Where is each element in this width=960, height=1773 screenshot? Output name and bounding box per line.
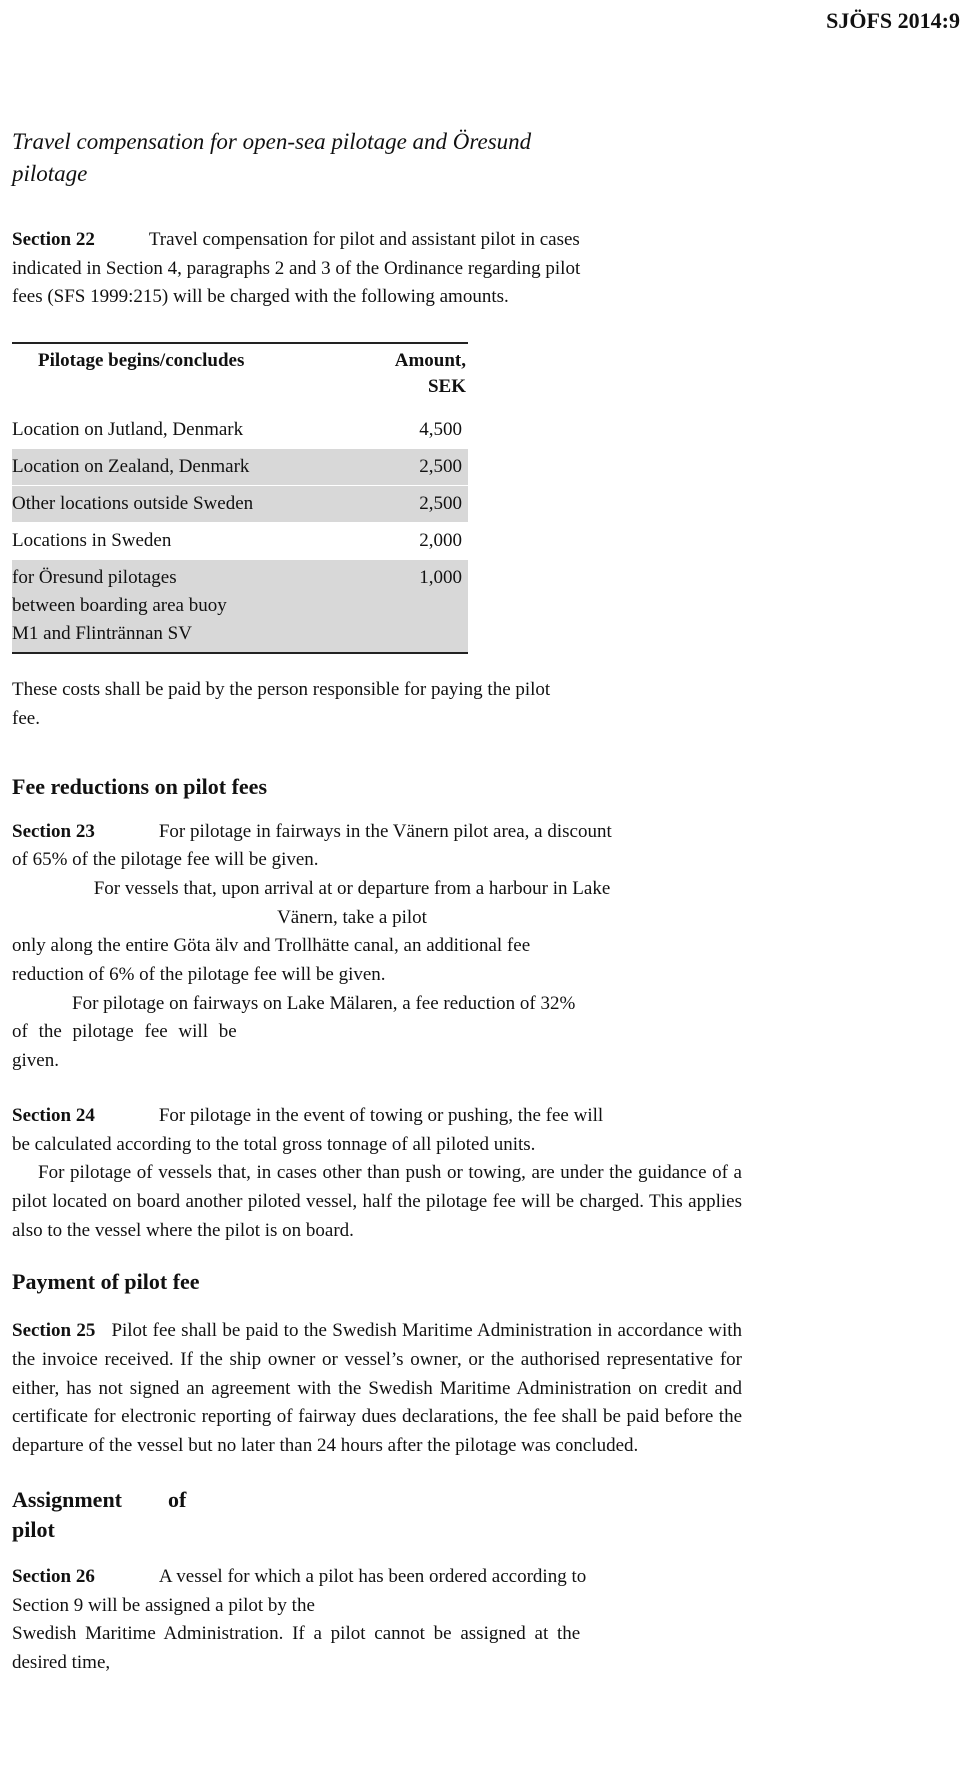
table-row	[12, 412, 468, 449]
section-26-label: Section 26	[12, 1565, 95, 1587]
row-amount: 4,500	[419, 419, 462, 441]
row-amount: 2,500	[352, 449, 468, 486]
section-26: Section 26 A vessel for which a pilot has been ordered according to Section 9 will be assigned a pilot by the Swedish Maritime Administration. If a pilot cannot be assigned at the desired time,	[12, 1565, 587, 1673]
row-amount: 2,500	[352, 486, 468, 523]
row-location: Location on Zealand, Denmark	[12, 449, 352, 486]
table-row	[12, 449, 468, 486]
section-25-label: Section 25	[12, 1320, 96, 1342]
table-header-location: Pilotage begins/concludes	[38, 350, 245, 372]
travel-heading-line1: Travel compensation for open-sea pilotage and Öresund	[12, 129, 532, 154]
row-amount: 1,000	[352, 560, 468, 654]
section-22-text-line2: indicated in Section 4, paragraphs 2 and 3 of the Ordinance regarding pilot	[12, 257, 581, 279]
section-22-text-line3: fees (SFS 1999:215) will be charged with the following amounts.	[12, 286, 509, 308]
section-23-label: Section 23	[12, 820, 95, 842]
row-location: for Öresund pilotages between boarding area buoy M1 and Flintrännan SV	[12, 560, 352, 654]
table-row	[12, 560, 468, 654]
section-23: Section 23 For pilotage in fairways in the Vänern pilot area, a discount of 65% of the pilotage fee will be given. For vessels that, upon arrival at or departure from a harbour in Lake Vänern, take a pilot only along the entire Göta älv and Trollhätte canal, an additional fee reduction of 6% of the pilotage fee will be given. For pilotage on fairways on Lake Mälaren, a fee reduction of 32% of the pilotage fee will be given.	[12, 820, 612, 1072]
section-22-text: Travel compensation for pilot and assistant pilot in cases	[148, 229, 580, 250]
section-22-label: Section 22	[12, 229, 95, 250]
costs-note-line2: fee.	[12, 707, 40, 729]
table-row	[12, 523, 468, 560]
section-22	[12, 226, 742, 312]
row-amount: 2,000	[419, 530, 462, 552]
travel-compensation-heading	[12, 126, 742, 190]
travel-compensation-table	[12, 342, 468, 654]
travel-heading-line2: pilotage	[12, 161, 88, 186]
document-id: SJÖFS 2014:9	[826, 8, 960, 33]
payment-heading: Payment of pilot fee	[12, 1269, 200, 1295]
table-header-amount: Amount, SEK	[394, 350, 466, 398]
section-25: Section 25 Pilot fee shall be paid to the Swedish Maritime Administration in accordance with the invoice received. If the ship owner or vessel’s owner, or the authorised representative for either, has not signed an agreement with the Swedish Maritime Administration on credit and certificate for electronic reporting of fairway dues declarations, the fee shall be paid before the departure of the vessel but no later than 24 hours after the pilotage was concluded.	[12, 1320, 743, 1457]
fee-reductions-heading: Fee reductions on pilot fees	[12, 773, 268, 799]
costs-note-line1: These costs shall be paid by the person responsible for paying the pilot	[12, 679, 551, 701]
row-location: Locations in Sweden	[12, 530, 172, 552]
assignment-heading: Assignment of pilot	[12, 1486, 187, 1542]
table-row	[12, 486, 468, 523]
row-location: Other locations outside Sweden	[12, 486, 352, 523]
document-body	[12, 126, 742, 1678]
row-location: Location on Jutland, Denmark	[12, 419, 244, 441]
section-24-label: Section 24	[12, 1104, 95, 1126]
section-24: Section 24 For pilotage in the event of towing or pushing, the fee will be calculated according to the total gross tonnage of all piloted units. For pilotage of vessels that, in cases other than push or towing, are under the guidance of a pilot located on board another piloted vessel, half the pilotage fee will be charged. This applies also to the vessel where the pilot is on board.	[12, 1104, 742, 1241]
